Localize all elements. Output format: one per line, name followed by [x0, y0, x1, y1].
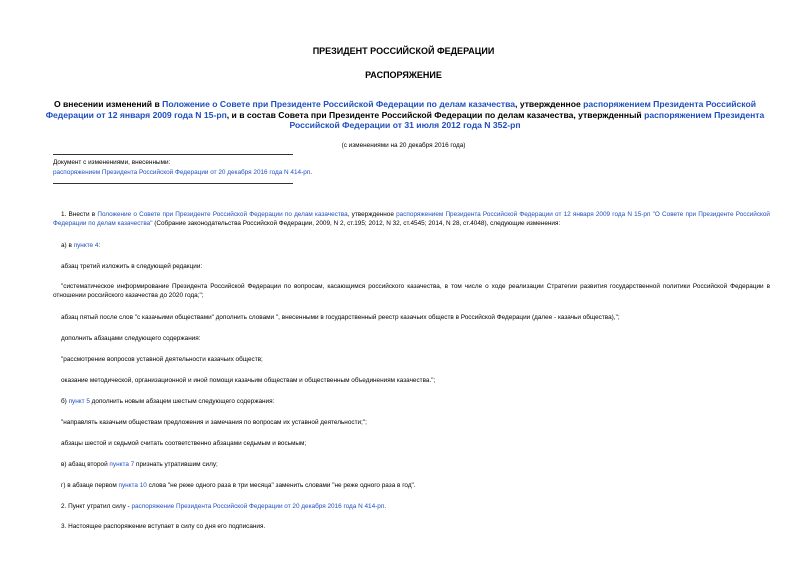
subitem-g	[53, 481, 770, 490]
subitem-v-link-point7[interactable]: пункта 7	[109, 461, 135, 468]
paragraph-abz67: абзацы шестой и седьмой считать соответственно абзацами седьмым и восьмым;	[61, 440, 307, 447]
subitem-b-text-1: б)	[61, 398, 69, 405]
amendments-link-line	[53, 169, 312, 176]
title-text-2: , утвержденное	[515, 99, 584, 109]
subitem-a-text-2: :	[98, 242, 101, 249]
subitem-g-text-1: г) в абзаце первом	[61, 482, 119, 489]
amendments-note: Документ с изменениями, внесенными:	[53, 159, 171, 166]
subitem-a-text-1: а) в	[61, 242, 74, 249]
subitem-v-text-2: признать утратившим силу;	[134, 461, 218, 468]
item2-text: 2. Пункт утратил силу -	[61, 503, 132, 510]
subitem-b-text-2: дополнить новым абзацем шестым следующего содержания:	[89, 398, 275, 405]
item2-dot: .	[384, 503, 387, 510]
header-president: ПРЕЗИДЕНТ РОССИЙСКОЙ ФЕДЕРАЦИИ	[312, 46, 495, 56]
title-text-3: , и в состав Совета при Президенте Российской Федерации по делам казачества, утвержденный	[226, 109, 645, 120]
amendment-link-dot: .	[310, 169, 313, 176]
divider-top	[53, 154, 293, 155]
title-link-order-352rp[interactable]: распоряжением Президента Российской Федерации от 31 июля 2012 года N 352-рп	[289, 109, 765, 130]
title-link-order-15rp[interactable]: распоряжением Президента Российской Федерации от 12 января 2009 года N 15-рп	[45, 99, 757, 120]
title-link-regulation[interactable]: Положение о Совете при Президенте Российской Федерации по делам казачества	[162, 99, 516, 109]
quote-1: "систематическое информирование Президента Российской Федерации по вопросам, касающимся российского казачества, в том числе о ходе реализации Стратегии развития государственной политики Российской Федерации в отношении российского казачества до 2020 года;";	[53, 283, 770, 299]
edition-note: (с изменениями на 20 декабря 2016 года)	[341, 142, 466, 149]
item1-link-regulation[interactable]: Положение о Совете при Президенте Российской Федерации по делам казачества	[97, 211, 348, 218]
paragraph-supplement: дополнить абзацами следующего содержания:	[61, 335, 201, 342]
quote-2: "рассмотрение вопросов уставной деятельности казачьих обществ;	[61, 356, 263, 363]
subitem-v	[53, 460, 770, 469]
header-doc-type: РАСПОРЯЖЕНИЕ	[365, 70, 442, 80]
subitem-a-link-point4[interactable]: пункте 4	[73, 242, 99, 249]
quote-3: оказание методической, организационной и иной помощи казачьим обществам и общественным объединениям казачества.";	[61, 377, 436, 384]
item1-link-order-15rp[interactable]: распоряжением Президента Российской Федерации от 12 января 2009 года N 15-рп "О Совете при Президенте Российской Федерации по делам казачества"	[53, 211, 771, 227]
amendment-link-414rp[interactable]: распоряжением Президента Российской Федерации от 20 декабря 2016 года N 414-рп	[53, 169, 311, 176]
subitem-b-link-point5[interactable]: пункт 5	[68, 398, 90, 405]
subitem-g-link-point10[interactable]: пункта 10	[118, 482, 147, 489]
title-text-1: О внесении изменений в	[53, 99, 163, 109]
subitem-v-text-1: в) абзац второй	[61, 461, 110, 468]
quote-4: "направлять казачьим обществам предложения и замечания по вопросам их уставной деятельности;";	[61, 419, 367, 426]
item1-text-2: , утвержденное	[347, 211, 397, 218]
subitem-a	[53, 241, 770, 250]
subitem-g-text-2: слова "не реже одного раза в три месяца" заменить словами "не реже одного раза в год".	[146, 482, 416, 489]
item1-text-3: (Собрание законодательства Российской Федерации, 2009, N 2, ст.195; 2012, N 32, ст.4545; 2014, N 28, ст.4048), следующие изменения:	[152, 220, 561, 227]
item-3: 3. Настоящее распоряжение вступает в силу со дня его подписания.	[61, 523, 266, 530]
divider-bottom	[53, 183, 293, 184]
item-2	[53, 502, 770, 511]
paragraph-abz5: абзац пятый после слов "с казачьими обществами" дополнить словами ", внесенными в государственный реестр казачьих обществ в Российской Федерации (далее - казачьи общества),";	[61, 314, 620, 321]
item1-text-1: 1. Внести в	[61, 211, 98, 218]
subitem-b	[53, 397, 770, 406]
paragraph-abz3: абзац третий изложить в следующей редакции:	[61, 263, 203, 270]
item-1	[53, 210, 770, 228]
document-title	[36, 99, 774, 131]
item2-link-414rp[interactable]: распоряжение Президента Российской Федерации от 20 декабря 2016 года N 414-рп	[131, 503, 385, 510]
